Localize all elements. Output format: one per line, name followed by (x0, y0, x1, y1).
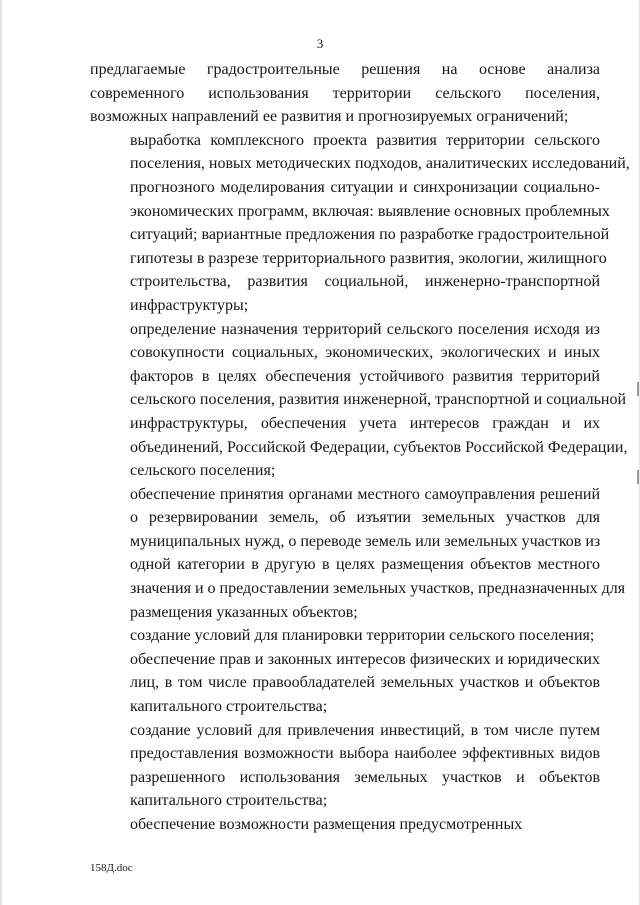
paragraph (90, 58, 600, 129)
text-line: капитального строительства; (130, 792, 328, 810)
text-line: создание условий для привлечения инвестиций, в том числе путем (130, 721, 600, 739)
text-line: возможных направлений ее развития и прогнозируемых ограничений; (90, 108, 569, 126)
text-line: капитального строительства; (130, 698, 328, 716)
paragraph (90, 318, 628, 483)
text-line: экономических программ, включая: выявление основных проблемных (130, 202, 610, 220)
text-line: ситуаций; вариантные предложения по разработке градостроительной (130, 226, 610, 244)
text-line: выработка комплексного проекта развития территории сельского (130, 131, 600, 149)
body-text (90, 58, 630, 837)
paragraph (90, 129, 630, 318)
text-line: муниципальных нужд, о переводе земель или земельных участков из (130, 532, 601, 550)
text-line: обеспечение прав и законных интересов физических и юридических (130, 650, 600, 668)
scan-mark (637, 470, 639, 484)
paragraph (90, 719, 600, 813)
text-line: сельского поселения, развития инженерной, транспортной и социальной (130, 391, 627, 409)
text-line: определение назначения территорий сельского поселения исходя из (130, 320, 600, 338)
paragraph (90, 624, 600, 648)
text-line: инфраструктуры, обеспечения учета интересов граждан и их (130, 414, 600, 432)
text-line: предоставления возможности выбора наиболее эффективных видов (130, 745, 600, 763)
text-line: инфраструктуры; (130, 296, 249, 314)
text-line: разрешенного использования земельных участков и объектов (130, 768, 600, 786)
text-line: гипотезы в разрезе территориального развития, экологии, жилищного (130, 249, 607, 267)
paragraph (90, 813, 600, 837)
text-line: предлагаемые градостроительные решения на основе анализа (90, 61, 600, 78)
footer-filename: 158Д.doc (90, 862, 133, 874)
text-line: создание условий для планировки территории сельского поселения; (130, 627, 595, 645)
scan-edge-left (0, 0, 3, 905)
text-line: значения и о предоставлении земельных участков, предназначенных для (130, 580, 626, 598)
text-line: совокупности социальных, экономических, экологических и иных (130, 344, 600, 362)
text-line: современного использования территории сельского поселения, (90, 84, 600, 102)
text-line: о резервировании земель, об изъятии земельных участков для (130, 509, 600, 527)
scan-mark (637, 382, 639, 396)
text-line: сельского поселения; (130, 462, 276, 480)
text-line: одной категории в другую в целях размещения объектов местного (130, 556, 600, 574)
text-line: объединений, Российской Федерации, субъектов Российской Федерации, (130, 438, 628, 456)
text-line: размещения указанных объектов; (130, 603, 358, 621)
text-line: обеспечение возможности размещения предусмотренных (130, 816, 523, 833)
page-number: 3 (316, 36, 324, 51)
text-line: прогнозного моделирования ситуации и синхронизации социально- (130, 178, 600, 196)
text-line: обеспечение принятия органами местного самоуправления решений (130, 485, 600, 503)
text-line: поселения, новых методических подходов, аналитических исследований, (130, 155, 630, 173)
paragraph (90, 648, 600, 719)
text-line: факторов в целях обеспечения устойчивого развития территорий (130, 367, 600, 385)
text-line: строительства, развития социальной, инженерно-транспортной (130, 273, 600, 291)
text-line: лиц, в том числе правообладателей земельных участков и объектов (130, 674, 600, 692)
paragraph (90, 483, 626, 625)
